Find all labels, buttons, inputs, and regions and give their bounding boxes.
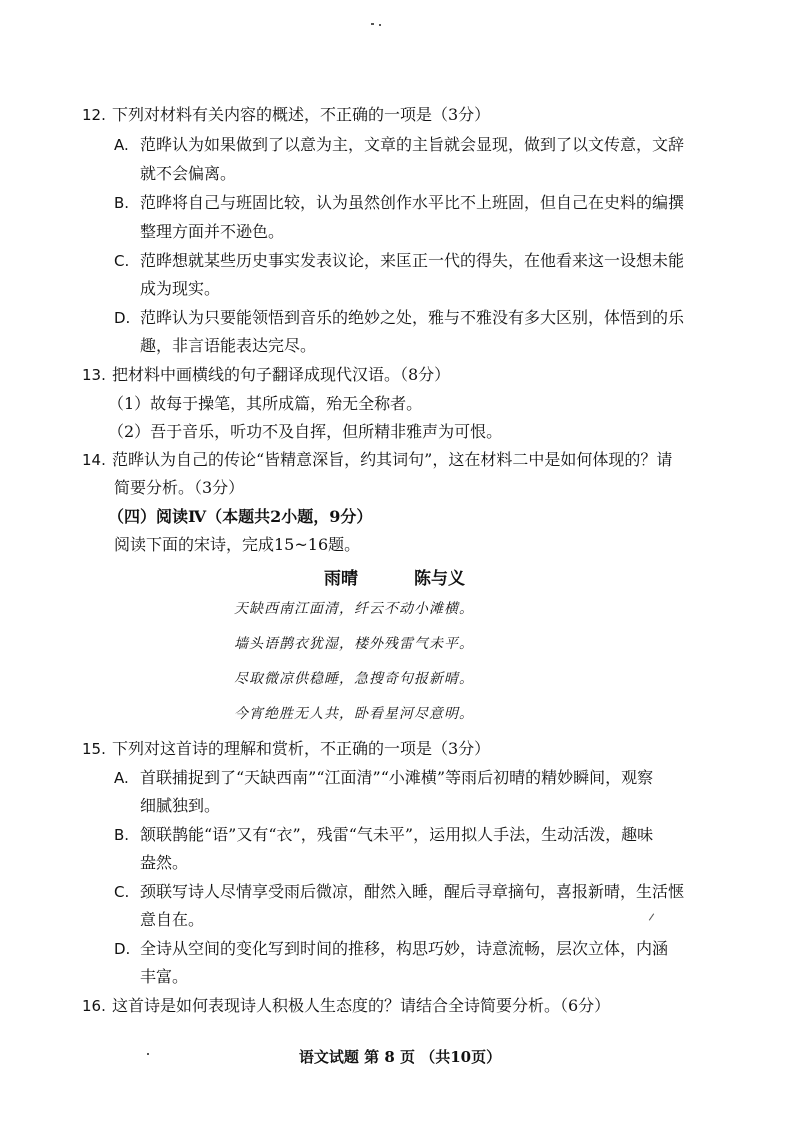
option-letter: A. <box>114 136 129 154</box>
option-15-b <box>114 824 714 846</box>
option-15-c <box>114 881 714 903</box>
option-text: 颔联鹊能“语”又有“衣”，残雷“气未平”，运用拟人手法，生动活泼，趣味 <box>140 825 654 844</box>
question-number: 13. <box>82 366 106 384</box>
option-text: 范晔想就某些历史事实发表议论，来匡正一代的得失，在他看来这一设想未能 <box>140 251 685 270</box>
option-12-a-cont: 就不会偏离。 <box>140 164 237 183</box>
question-15 <box>82 738 722 760</box>
option-letter: C. <box>114 252 130 270</box>
sentence-item-2: （2）吾于音乐，听功不及自挥，但所精非雅声为可恨。 <box>108 422 503 441</box>
section-instruction: 阅读下面的宋诗，完成15~16题。 <box>114 535 361 554</box>
question-stem: 下列对材料有关内容的概述，不正确的一项是（3分） <box>112 105 491 124</box>
question-number: 15. <box>82 740 106 758</box>
option-15-a-cont: 细腻独到。 <box>140 796 221 815</box>
option-15-d <box>114 938 714 960</box>
option-text: 范晔将自己与班固比较，认为虽然创作水平比不上班固，但自己在史料的编撰 <box>140 193 685 212</box>
poem-line-3: 尽取微凉供稳睡，急搜奇句报新晴。 <box>234 671 474 687</box>
question-stem: 这首诗是如何表现诗人积极人生态度的？请结合全诗简要分析。（6分） <box>112 996 611 1015</box>
option-letter: B. <box>114 194 130 212</box>
question-number: 12. <box>82 106 106 124</box>
option-letter: A. <box>114 769 129 787</box>
option-text: 首联捕捉到了“天缺西南”“江面清”“小滩横”等雨后初晴的精妙瞬间，观察 <box>140 768 654 787</box>
poem-line-4: 今宵绝胜无人共，卧看星河尽意明。 <box>234 706 474 722</box>
question-stem: 下列对这首诗的理解和赏析，不正确的一项是（3分） <box>112 739 491 758</box>
poem-line-2: 墙头语鹊衣犹湿，楼外残雷气未平。 <box>234 636 474 652</box>
option-15-d-cont: 丰富。 <box>140 967 189 986</box>
question-14 <box>82 449 722 471</box>
scan-speck <box>371 23 374 25</box>
option-text: 范晔认为只要能领悟到音乐的绝妙之处，雅与不雅没有多大区别，体悟到的乐 <box>140 308 685 327</box>
option-letter: B. <box>114 826 130 844</box>
poem-author: 陈与义 <box>414 569 465 589</box>
sentence-item-1: （1）故每于操笔，其所成篇，殆无全称者。 <box>108 394 423 413</box>
option-letter: D. <box>114 309 131 327</box>
option-12-c-cont: 成为现实。 <box>140 279 221 298</box>
option-letter: C. <box>114 883 130 901</box>
question-14-cont: 简要分析。（3分） <box>114 478 245 497</box>
option-text: 范晔认为如果做到了以意为主，文章的主旨就会显现，做到了以文传意，文辞 <box>140 135 685 154</box>
question-number: 14. <box>82 451 106 469</box>
option-12-b-cont: 整理方面并不逊色。 <box>140 222 285 241</box>
option-letter: D. <box>114 940 131 958</box>
option-15-a <box>114 767 714 789</box>
option-12-a <box>114 134 714 156</box>
option-12-c <box>114 250 714 272</box>
option-15-c-cont: 意自在。 <box>140 910 205 929</box>
option-12-d-cont: 趣，非言语能表达完尽。 <box>140 336 317 355</box>
section-heading: （四）阅读Ⅳ（本题共2小题，9分） <box>108 507 373 526</box>
option-12-d <box>114 307 714 329</box>
question-number: 16. <box>82 997 106 1015</box>
question-stem: 把材料中画横线的句子翻译成现代汉语。（8分） <box>112 365 451 384</box>
question-13 <box>82 364 722 386</box>
poem-line-1: 天缺西南江面清，纤云不动小滩横。 <box>234 601 474 617</box>
scan-speck <box>379 24 381 26</box>
option-15-b-cont: 盎然。 <box>140 853 189 872</box>
question-stem: 范晔认为自己的传论“皆精意深旨，约其词句”，这在材料二中是如何体现的？请 <box>112 450 673 469</box>
question-16 <box>82 995 722 1017</box>
question-12 <box>82 104 722 126</box>
poem-title: 雨晴 <box>324 569 358 589</box>
scan-speck <box>649 913 654 920</box>
option-12-b <box>114 192 714 214</box>
page-footer: 语文试题 第 8 页 （共10页） <box>298 1048 502 1066</box>
option-text: 颈联写诗人尽情享受雨后微凉，酣然入睡，醒后寻章摘句，喜报新晴，生活惬 <box>140 882 685 901</box>
option-text: 全诗从空间的变化写到时间的推移，构思巧妙，诗意流畅，层次立体，内涵 <box>140 939 669 958</box>
